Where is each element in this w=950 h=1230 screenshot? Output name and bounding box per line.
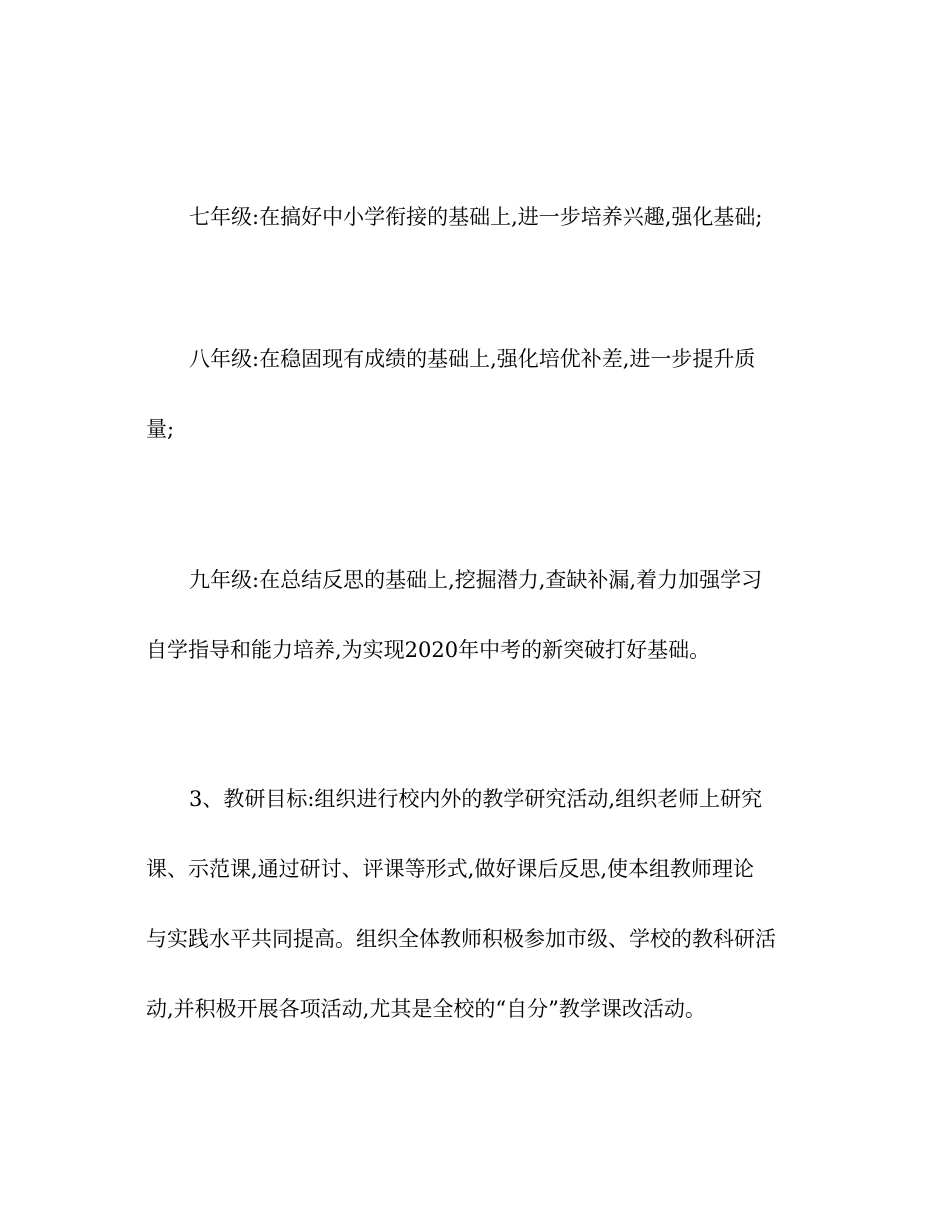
- paragraph-line: 动,并积极开展各项活动,尤其是全校的“自分”教学课改活动。: [146, 997, 706, 1021]
- paragraph-line: 与实践水平共同提高。组织全体教师积极参加市级、学校的教科研活: [146, 927, 776, 951]
- paragraph-teaching-research-goal: [146, 764, 806, 1044]
- paragraph-line: 3、教研目标:组织进行校内外的教学研究活动,组织老师上研究: [189, 787, 763, 811]
- paragraph-grade7: [146, 182, 806, 252]
- paragraph-line: 九年级:在总结反思的基础上,挖掘潜力,查缺补漏,着力加强学习: [189, 568, 763, 592]
- paragraph-line: 七年级:在搞好中小学衔接的基础上,进一步培养兴趣,强化基础;: [189, 205, 763, 229]
- paragraph-line: 课、示范课,通过研讨、评课等形式,做好课后反思,使本组教师理论: [146, 857, 755, 881]
- paragraph-line: 八年级:在稳固现有成绩的基础上,强化培优补差,进一步提升质: [189, 347, 756, 371]
- paragraph-line: 量;: [146, 417, 175, 441]
- paragraph-line: 自学指导和能力培养,为实现2020年中考的新突破打好基础。: [146, 638, 711, 662]
- paragraph-grade9: [146, 545, 806, 685]
- paragraph-grade8: [146, 324, 806, 464]
